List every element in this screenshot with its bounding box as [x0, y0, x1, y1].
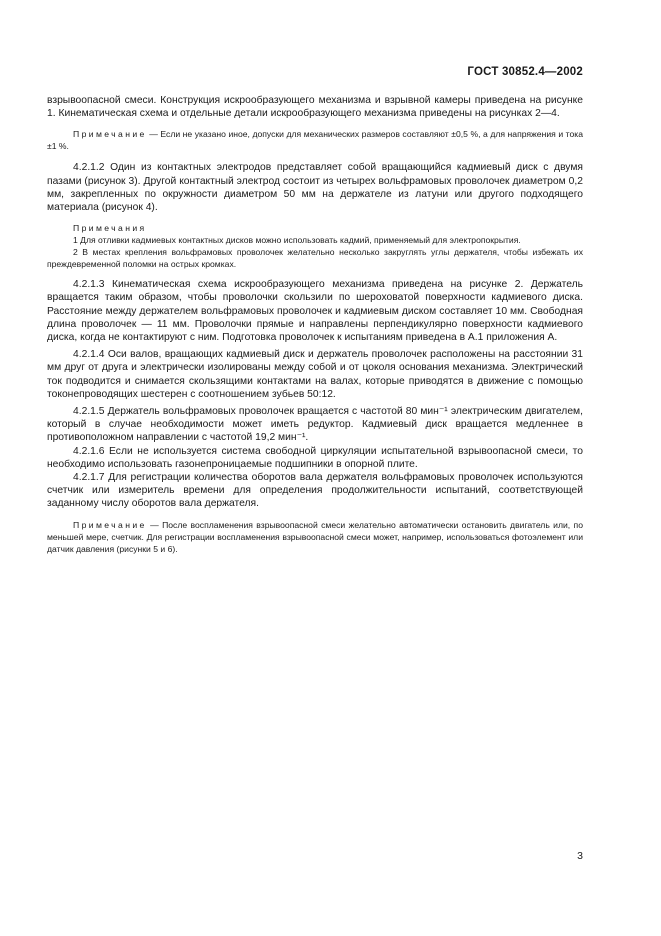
document-body [47, 94, 583, 555]
note-item-1: 1 Для отливки кадмиевых контактных дисков можно использовать кадмий, применяемый для электропокрытия. [73, 235, 521, 246]
note-text: — Если не указано иное, допуски для механических размеров составляют ±0,5 %, а для напряжения и тока ±1 %. [47, 129, 583, 152]
paragraph-4-2-1-7: 4.2.1.7 Для регистрации количества оборотов вала держателя вольфрамовых проволочек используются счетчик или измеритель времени для определения продолжительности испытаний, соответствующей заданному числу оборотов вала держателя. [47, 472, 583, 510]
paragraph-4-2-1-2: 4.2.1.2 Один из контактных электродов представляет собой вращающийся кадмиевый диск с двумя пазами (рисунок 3). Другой контактный электрод состоит из четырех вольфрамовых проволочек диаметром 0,2 мм, закрепленных по окружности диаметром 50 мм на держателе из латуни или другого подходящего материала (рисунок 4). [47, 162, 583, 214]
note-ignition [47, 519, 583, 555]
document-code-header: ГОСТ 30852.4—2002 [467, 66, 583, 78]
notes-label: Примечания [73, 223, 147, 234]
note-label: Примечание [73, 129, 147, 140]
paragraph-4-2-1-4: 4.2.1.4 Оси валов, вращающих кадмиевый диск и держатель проволочек расположены на расстоянии 31 мм друг от друга и электрически изолированы между собой и от цоколя основания механизма. Электрический ток подводится и снимается скользящими контактами на валах, которые приводятся в движение с помощью токонепроводящих шестерен с соотношением зубьев 50:12. [47, 349, 583, 400]
note-item-2: 2 В местах крепления вольфрамовых проволочек желательно несколько закруглять углы держателя, чтобы избежать их преждевременной поломки на острых кромках. [47, 247, 583, 270]
intro-paragraph: взрывоопасной смеси. Конструкция искрообразующего механизма и взрывной камеры приведена на рисунке 1. Кинематическая схема и отдельные детали искрообразующего механизма приведены на рисунках 2—4. [47, 95, 583, 120]
note-text: — После воспламенения взрывоопасной смеси желательно автоматически остановить двигатель или, по меньшей мере, счетчик. Для регистрации воспламенения взрывоопасной смеси может, например, использоваться фотоэлемент или датчик давления (рисунки 5 и 6). [47, 519, 583, 554]
note-tolerances [47, 128, 583, 152]
paragraph-4-2-1-3: 4.2.1.3 Кинематическая схема искрообразующего механизма приведена на рисунке 2. Держатель вращается таким образом, чтобы проволочки скользили по шероховатой поверхности кадмиевого диска. Расстояние между держателем вольфрамовых проволочек и кадмиевым диском составляет 10 мм. Свободная длина проволочек — 11 мм. Проволочки прямые и направлены перпендикулярно поверхности кадмиевого диска, когда не контактируют с ним. Подготовка проволочек к испытаниям приведена в А.1 приложения А. [47, 279, 583, 344]
paragraph-4-2-1-5: 4.2.1.5 Держатель вольфрамовых проволочек вращается с частотой 80 мин⁻¹ электрическим двигателем, который в случае необходимости может иметь редуктор. Кадмиевый диск вращается медленнее в противоположном направлении с частотой 19,2 мин⁻¹. [47, 406, 583, 444]
paragraph-4-2-1-6: 4.2.1.6 Если не используется система свободной циркуляции испытательной взрывоопасной смеси, то необходимо использовать газонепроницаемые подшипники в опорной плите. [47, 445, 583, 470]
note-label: Примечание [73, 519, 147, 530]
page-number: 3 [577, 850, 583, 862]
